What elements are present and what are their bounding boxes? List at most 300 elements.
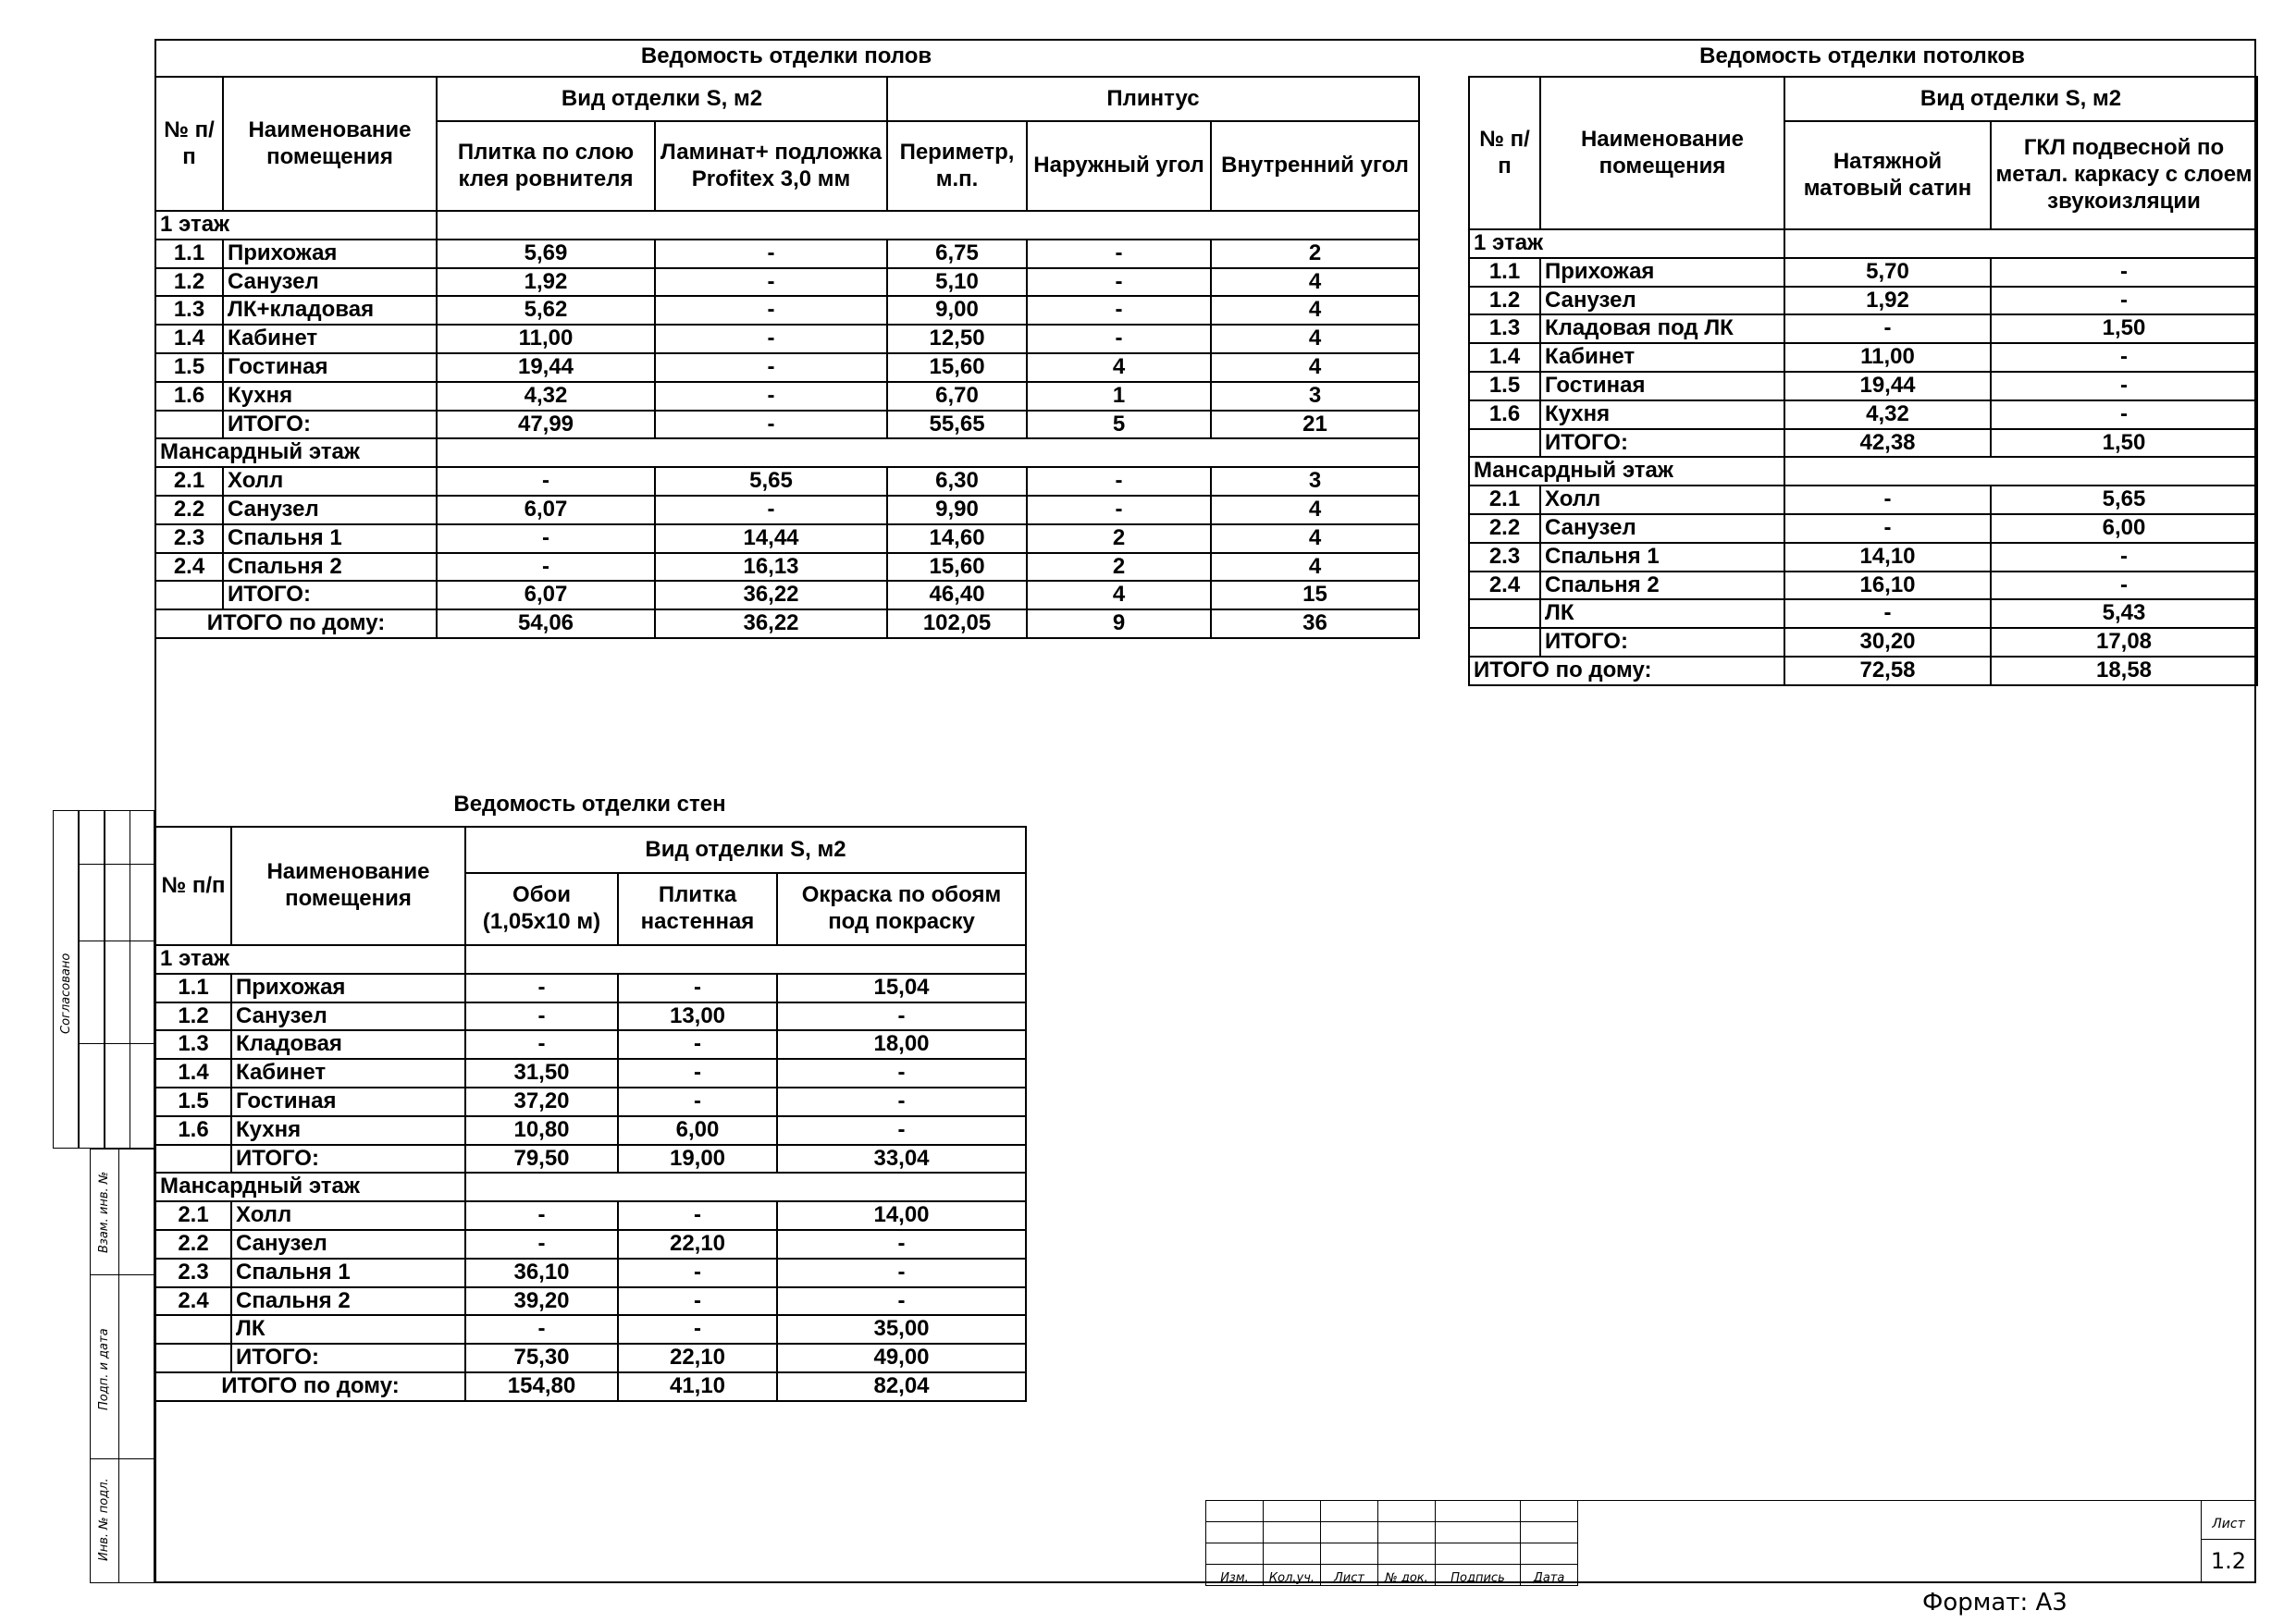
- value-cell: 6,00: [1991, 514, 2257, 543]
- value-cell: 12,50: [887, 325, 1027, 353]
- section-label: Мансардный этаж: [1469, 457, 1784, 486]
- section-filler: [1784, 229, 2257, 258]
- col-header-num: № п/п: [155, 77, 223, 211]
- value-cell: 10,80: [465, 1116, 618, 1145]
- row-number: 1.1: [155, 240, 223, 268]
- section-label: Мансардный этаж: [155, 438, 437, 467]
- total-row: [155, 1145, 1026, 1174]
- room-name: Санузел: [1540, 287, 1784, 315]
- value-cell: 5,43: [1991, 599, 2257, 628]
- col-header-finish-type: Вид отделки S, м2: [1784, 77, 2257, 121]
- value-cell: 2: [1027, 553, 1211, 582]
- value-cell: -: [437, 467, 655, 496]
- section-row: [1469, 457, 2257, 486]
- value-cell: 14,60: [887, 524, 1027, 553]
- col-header-wallpaper: Обои (1,05х10 м): [465, 873, 618, 945]
- row-number: 1.4: [155, 1059, 231, 1088]
- table-row: [155, 553, 1419, 582]
- value-cell: -: [618, 1201, 777, 1230]
- section-row: [155, 211, 1419, 240]
- value-cell: -: [655, 382, 887, 411]
- side-stamp-cell: [79, 864, 154, 941]
- value-cell: 4: [1211, 296, 1419, 325]
- total-row: [1469, 429, 2257, 458]
- value-cell: -: [618, 1030, 777, 1059]
- grand-total-value: 82,04: [777, 1372, 1026, 1401]
- value-cell: 4,32: [437, 382, 655, 411]
- value-cell: 22,10: [618, 1230, 777, 1259]
- row-number: 1.3: [1469, 314, 1540, 343]
- room-name: Санузел: [231, 1002, 465, 1031]
- col-header-name: Наименование помещения: [1540, 77, 1784, 229]
- col-header-laminate: Ламинат+ подложка Profitex 3,0 мм: [655, 121, 887, 211]
- value-cell: 6,00: [618, 1116, 777, 1145]
- room-name: Холл: [223, 467, 437, 496]
- value-cell: 2: [1211, 240, 1419, 268]
- value-cell: -: [618, 1315, 777, 1344]
- side-stamp-sign-date-label: Подп. и дата: [97, 1328, 111, 1410]
- table-row: [1469, 599, 2257, 628]
- value-cell: 14,10: [1784, 543, 1991, 572]
- value-cell: 6,70: [887, 382, 1027, 411]
- row-number: 1.3: [155, 296, 223, 325]
- value-cell: -: [1991, 400, 2257, 429]
- value-cell: -: [465, 974, 618, 1002]
- value-cell: -: [777, 1116, 1026, 1145]
- title-block-list: Лист: [1321, 1565, 1378, 1586]
- value-cell: -: [1027, 467, 1211, 496]
- side-stamp-inv-replace-label: Взам. инв. №: [97, 1171, 111, 1253]
- total-empty: [155, 1145, 231, 1174]
- value-cell: 39,20: [465, 1287, 618, 1316]
- value-cell: 5,62: [437, 296, 655, 325]
- section-label: 1 этаж: [155, 945, 465, 974]
- row-number: 2.1: [1469, 486, 1540, 514]
- room-name: Санузел: [223, 268, 437, 297]
- total-value: 30,20: [1784, 628, 1991, 657]
- value-cell: 19,44: [1784, 372, 1991, 400]
- total-value: 17,08: [1991, 628, 2257, 657]
- ceilings-table: [1468, 76, 2258, 686]
- floors-table: [154, 76, 1420, 639]
- col-header-finish-type: Вид отделки S, м2: [465, 827, 1026, 873]
- table-row: [155, 1287, 1026, 1316]
- walls-title: Ведомость отделки стен: [453, 792, 726, 817]
- total-value: 79,50: [465, 1145, 618, 1174]
- col-header-drywall: ГКЛ подвесной по метал. каркасу с слоем звукоизляции: [1991, 121, 2257, 229]
- total-value: -: [655, 411, 887, 439]
- col-header-plinth: Плинтус: [887, 77, 1419, 121]
- section-filler: [437, 211, 1419, 240]
- value-cell: 3: [1211, 467, 1419, 496]
- table-row: [155, 240, 1419, 268]
- total-row: [1469, 628, 2257, 657]
- value-cell: 35,00: [777, 1315, 1026, 1344]
- col-header-wall-tile: Плитка настенная: [618, 873, 777, 945]
- value-cell: -: [1991, 372, 2257, 400]
- row-number: 2.1: [155, 1201, 231, 1230]
- floors-title: Ведомость отделки полов: [640, 43, 932, 68]
- section-label: Мансардный этаж: [155, 1173, 465, 1201]
- row-number: 1.1: [155, 974, 231, 1002]
- value-cell: 4: [1211, 524, 1419, 553]
- total-value: 15: [1211, 581, 1419, 609]
- row-number: 2.3: [1469, 543, 1540, 572]
- value-cell: 6,07: [437, 496, 655, 524]
- table-row: [1469, 400, 2257, 429]
- room-name: Спальня 1: [223, 524, 437, 553]
- grand-total-value: 36,22: [655, 609, 887, 638]
- row-number: 1.4: [1469, 343, 1540, 372]
- total-value: 75,30: [465, 1344, 618, 1372]
- value-cell: -: [465, 1030, 618, 1059]
- room-name: ЛК: [231, 1315, 465, 1344]
- total-value: 4: [1027, 581, 1211, 609]
- value-cell: -: [1991, 543, 2257, 572]
- grand-total-label: ИТОГО по дому:: [155, 609, 437, 638]
- grand-total-row: [1469, 657, 2257, 685]
- room-name: Гостиная: [231, 1088, 465, 1116]
- value-cell: 4: [1211, 325, 1419, 353]
- section-label: 1 этаж: [1469, 229, 1784, 258]
- value-cell: -: [1027, 268, 1211, 297]
- row-number: 1.2: [1469, 287, 1540, 315]
- room-name: Кухня: [1540, 400, 1784, 429]
- side-stamp-agreed-label: Согласовано: [59, 953, 73, 1034]
- value-cell: 4: [1211, 353, 1419, 382]
- room-name: Спальня 1: [1540, 543, 1784, 572]
- value-cell: -: [618, 1259, 777, 1287]
- value-cell: -: [777, 1230, 1026, 1259]
- section-filler: [465, 945, 1026, 974]
- value-cell: 9,00: [887, 296, 1027, 325]
- table-row: [155, 1116, 1026, 1145]
- total-value: 5: [1027, 411, 1211, 439]
- col-header-stretch-ceiling: Натяжной матовый сатин: [1784, 121, 1991, 229]
- title-block-kol: Кол.уч.: [1264, 1565, 1321, 1586]
- total-empty: [155, 1344, 231, 1372]
- total-value: 22,10: [618, 1344, 777, 1372]
- table-row: [155, 1201, 1026, 1230]
- room-name: Кладовая под ЛК: [1540, 314, 1784, 343]
- value-cell: 13,00: [618, 1002, 777, 1031]
- row-number: 1.2: [155, 268, 223, 297]
- room-name: Прихожая: [223, 240, 437, 268]
- row-number: 2.2: [155, 1230, 231, 1259]
- grand-total-value: 54,06: [437, 609, 655, 638]
- side-stamp-inv-orig-label: Инв. № подл.: [97, 1478, 111, 1561]
- value-cell: 5,10: [887, 268, 1027, 297]
- room-name: Спальня 1: [231, 1259, 465, 1287]
- value-cell: -: [437, 553, 655, 582]
- room-name: ЛК: [1540, 599, 1784, 628]
- section-row: [155, 1173, 1026, 1201]
- row-number: [1469, 599, 1540, 628]
- value-cell: 16,13: [655, 553, 887, 582]
- table-row: [1469, 287, 2257, 315]
- row-number: 1.5: [1469, 372, 1540, 400]
- value-cell: -: [1784, 486, 1991, 514]
- table-row: [1469, 343, 2257, 372]
- value-cell: 4: [1211, 496, 1419, 524]
- value-cell: 11,00: [437, 325, 655, 353]
- room-name: Санузел: [1540, 514, 1784, 543]
- value-cell: -: [655, 325, 887, 353]
- value-cell: 4: [1211, 268, 1419, 297]
- room-name: Кухня: [231, 1116, 465, 1145]
- room-name: Спальня 2: [1540, 572, 1784, 600]
- value-cell: -: [465, 1230, 618, 1259]
- value-cell: -: [1027, 325, 1211, 353]
- value-cell: -: [618, 1287, 777, 1316]
- value-cell: 1,92: [1784, 287, 1991, 315]
- room-name: Холл: [1540, 486, 1784, 514]
- total-row: [155, 581, 1419, 609]
- total-empty: [155, 581, 223, 609]
- total-value: 33,04: [777, 1145, 1026, 1174]
- value-cell: 4: [1027, 353, 1211, 382]
- col-header-tile: Плитка по слою клея ровнителя: [437, 121, 655, 211]
- grand-total-label: ИТОГО по дому:: [1469, 657, 1784, 685]
- value-cell: 19,44: [437, 353, 655, 382]
- format-label: Формат: А3: [1922, 1589, 2068, 1617]
- value-cell: -: [465, 1002, 618, 1031]
- value-cell: -: [1784, 514, 1991, 543]
- total-row: [155, 1344, 1026, 1372]
- value-cell: -: [465, 1315, 618, 1344]
- room-name: Холл: [231, 1201, 465, 1230]
- value-cell: 15,04: [777, 974, 1026, 1002]
- grand-total-value: 36: [1211, 609, 1419, 638]
- table-row: [155, 1230, 1026, 1259]
- table-row: [1469, 572, 2257, 600]
- total-value: 42,38: [1784, 429, 1991, 458]
- table-row: [155, 524, 1419, 553]
- sheet-label: Лист: [2212, 1517, 2245, 1531]
- value-cell: -: [1991, 287, 2257, 315]
- title-block-sign: Подпись: [1436, 1565, 1521, 1586]
- value-cell: 31,50: [465, 1059, 618, 1088]
- table-row: [155, 268, 1419, 297]
- col-header-inner-corner: Внутренний угол: [1211, 121, 1419, 211]
- value-cell: 11,00: [1784, 343, 1991, 372]
- table-row: [155, 1315, 1026, 1344]
- table-row: [1469, 314, 2257, 343]
- value-cell: 5,65: [1991, 486, 2257, 514]
- value-cell: -: [465, 1201, 618, 1230]
- ceilings-title: Ведомость отделки потолков: [1699, 43, 2025, 68]
- value-cell: 5,69: [437, 240, 655, 268]
- value-cell: 5,70: [1784, 258, 1991, 287]
- table-row: [155, 1259, 1026, 1287]
- value-cell: -: [1991, 258, 2257, 287]
- room-name: Кабинет: [1540, 343, 1784, 372]
- row-number: 2.3: [155, 1259, 231, 1287]
- table-row: [1469, 372, 2257, 400]
- row-number: 1.2: [155, 1002, 231, 1031]
- section-label: 1 этаж: [155, 211, 437, 240]
- col-header-num: № п/п: [155, 827, 231, 945]
- table-row: [155, 1030, 1026, 1059]
- value-cell: 5,65: [655, 467, 887, 496]
- value-cell: -: [777, 1287, 1026, 1316]
- table-row: [155, 325, 1419, 353]
- grand-total-value: 18,58: [1991, 657, 2257, 685]
- grand-total-value: 9: [1027, 609, 1211, 638]
- room-name: Прихожая: [231, 974, 465, 1002]
- table-row: [155, 382, 1419, 411]
- title-block-date: Дата: [1521, 1565, 1578, 1586]
- total-value: 19,00: [618, 1145, 777, 1174]
- row-number: 2.3: [155, 524, 223, 553]
- room-name: Гостиная: [1540, 372, 1784, 400]
- row-number: 1.5: [155, 1088, 231, 1116]
- total-empty: [1469, 628, 1540, 657]
- row-number: 1.5: [155, 353, 223, 382]
- value-cell: -: [655, 240, 887, 268]
- grand-total-label: ИТОГО по дому:: [155, 1372, 465, 1401]
- table-row: [155, 467, 1419, 496]
- row-number: 2.4: [155, 1287, 231, 1316]
- value-cell: -: [777, 1059, 1026, 1088]
- total-value: 21: [1211, 411, 1419, 439]
- table-row: [155, 353, 1419, 382]
- value-cell: -: [777, 1259, 1026, 1287]
- row-number: 2.1: [155, 467, 223, 496]
- section-row: [155, 438, 1419, 467]
- grand-total-value: 72,58: [1784, 657, 1991, 685]
- side-stamp-cell: [79, 1043, 154, 1149]
- table-row: [155, 1059, 1026, 1088]
- col-header-num: № п/п: [1469, 77, 1540, 229]
- total-label: ИТОГО:: [231, 1145, 465, 1174]
- row-number: 1.1: [1469, 258, 1540, 287]
- table-row: [155, 296, 1419, 325]
- value-cell: 37,20: [465, 1088, 618, 1116]
- col-header-name: Наименование помещения: [231, 827, 465, 945]
- total-row: [155, 411, 1419, 439]
- value-cell: -: [777, 1002, 1026, 1031]
- col-header-finish-type: Вид отделки S, м2: [437, 77, 887, 121]
- total-label: ИТОГО:: [1540, 628, 1784, 657]
- total-label: ИТОГО:: [231, 1344, 465, 1372]
- col-header-outer-corner: Наружный угол: [1027, 121, 1211, 211]
- table-row: [155, 1088, 1026, 1116]
- value-cell: 2: [1027, 524, 1211, 553]
- table-row: [1469, 514, 2257, 543]
- total-label: ИТОГО:: [223, 581, 437, 609]
- grand-total-value: 154,80: [465, 1372, 618, 1401]
- value-cell: -: [655, 296, 887, 325]
- row-number: 2.2: [155, 496, 223, 524]
- grand-total-value: 41,10: [618, 1372, 777, 1401]
- total-value: 49,00: [777, 1344, 1026, 1372]
- value-cell: -: [655, 268, 887, 297]
- value-cell: -: [655, 353, 887, 382]
- value-cell: -: [1784, 314, 1991, 343]
- row-number: 1.6: [155, 1116, 231, 1145]
- row-number: 1.3: [155, 1030, 231, 1059]
- value-cell: 9,90: [887, 496, 1027, 524]
- total-value: 46,40: [887, 581, 1027, 609]
- value-cell: 4: [1211, 553, 1419, 582]
- total-label: ИТОГО:: [223, 411, 437, 439]
- grand-total-row: [155, 1372, 1026, 1401]
- value-cell: -: [618, 1059, 777, 1088]
- total-label: ИТОГО:: [1540, 429, 1784, 458]
- value-cell: 18,00: [777, 1030, 1026, 1059]
- room-name: Кабинет: [231, 1059, 465, 1088]
- sheet-number: 1.2: [2210, 1548, 2247, 1574]
- col-header-paint: Окраска по обоям под покраску: [777, 873, 1026, 945]
- total-empty: [155, 411, 223, 439]
- room-name: Санузел: [223, 496, 437, 524]
- room-name: ЛК+кладовая: [223, 296, 437, 325]
- walls-table: [154, 826, 1027, 1402]
- value-cell: 6,75: [887, 240, 1027, 268]
- value-cell: 1: [1027, 382, 1211, 411]
- title-block-izm: Изм.: [1206, 1565, 1264, 1586]
- row-number: 2.4: [155, 553, 223, 582]
- total-value: 55,65: [887, 411, 1027, 439]
- value-cell: 6,30: [887, 467, 1027, 496]
- value-cell: 15,60: [887, 553, 1027, 582]
- title-block-doc: № док.: [1378, 1565, 1436, 1586]
- value-cell: 4,32: [1784, 400, 1991, 429]
- value-cell: -: [437, 524, 655, 553]
- total-value: 36,22: [655, 581, 887, 609]
- value-cell: 14,44: [655, 524, 887, 553]
- value-cell: -: [1784, 599, 1991, 628]
- table-row: [155, 1002, 1026, 1031]
- row-number: 1.6: [155, 382, 223, 411]
- room-name: Кухня: [223, 382, 437, 411]
- room-name: Санузел: [231, 1230, 465, 1259]
- row-number: 1.6: [1469, 400, 1540, 429]
- value-cell: 1,50: [1991, 314, 2257, 343]
- value-cell: -: [618, 1088, 777, 1116]
- value-cell: 3: [1211, 382, 1419, 411]
- value-cell: -: [1027, 496, 1211, 524]
- row-number: 2.2: [1469, 514, 1540, 543]
- table-row: [155, 974, 1026, 1002]
- total-value: 1,50: [1991, 429, 2257, 458]
- value-cell: -: [618, 974, 777, 1002]
- value-cell: 15,60: [887, 353, 1027, 382]
- room-name: Спальня 2: [223, 553, 437, 582]
- grand-total-row: [155, 609, 1419, 638]
- value-cell: 1,92: [437, 268, 655, 297]
- room-name: Спальня 2: [231, 1287, 465, 1316]
- total-empty: [1469, 429, 1540, 458]
- total-value: 6,07: [437, 581, 655, 609]
- section-filler: [465, 1173, 1026, 1201]
- row-number: 2.4: [1469, 572, 1540, 600]
- value-cell: -: [1027, 296, 1211, 325]
- col-header-perimeter: Периметр, м.п.: [887, 121, 1027, 211]
- table-row: [1469, 258, 2257, 287]
- room-name: Кабинет: [223, 325, 437, 353]
- value-cell: -: [777, 1088, 1026, 1116]
- col-header-name: Наименование помещения: [223, 77, 437, 211]
- table-row: [1469, 543, 2257, 572]
- row-number: [155, 1315, 231, 1344]
- value-cell: -: [1991, 572, 2257, 600]
- total-value: 47,99: [437, 411, 655, 439]
- value-cell: -: [1991, 343, 2257, 372]
- value-cell: -: [1027, 240, 1211, 268]
- grand-total-value: 102,05: [887, 609, 1027, 638]
